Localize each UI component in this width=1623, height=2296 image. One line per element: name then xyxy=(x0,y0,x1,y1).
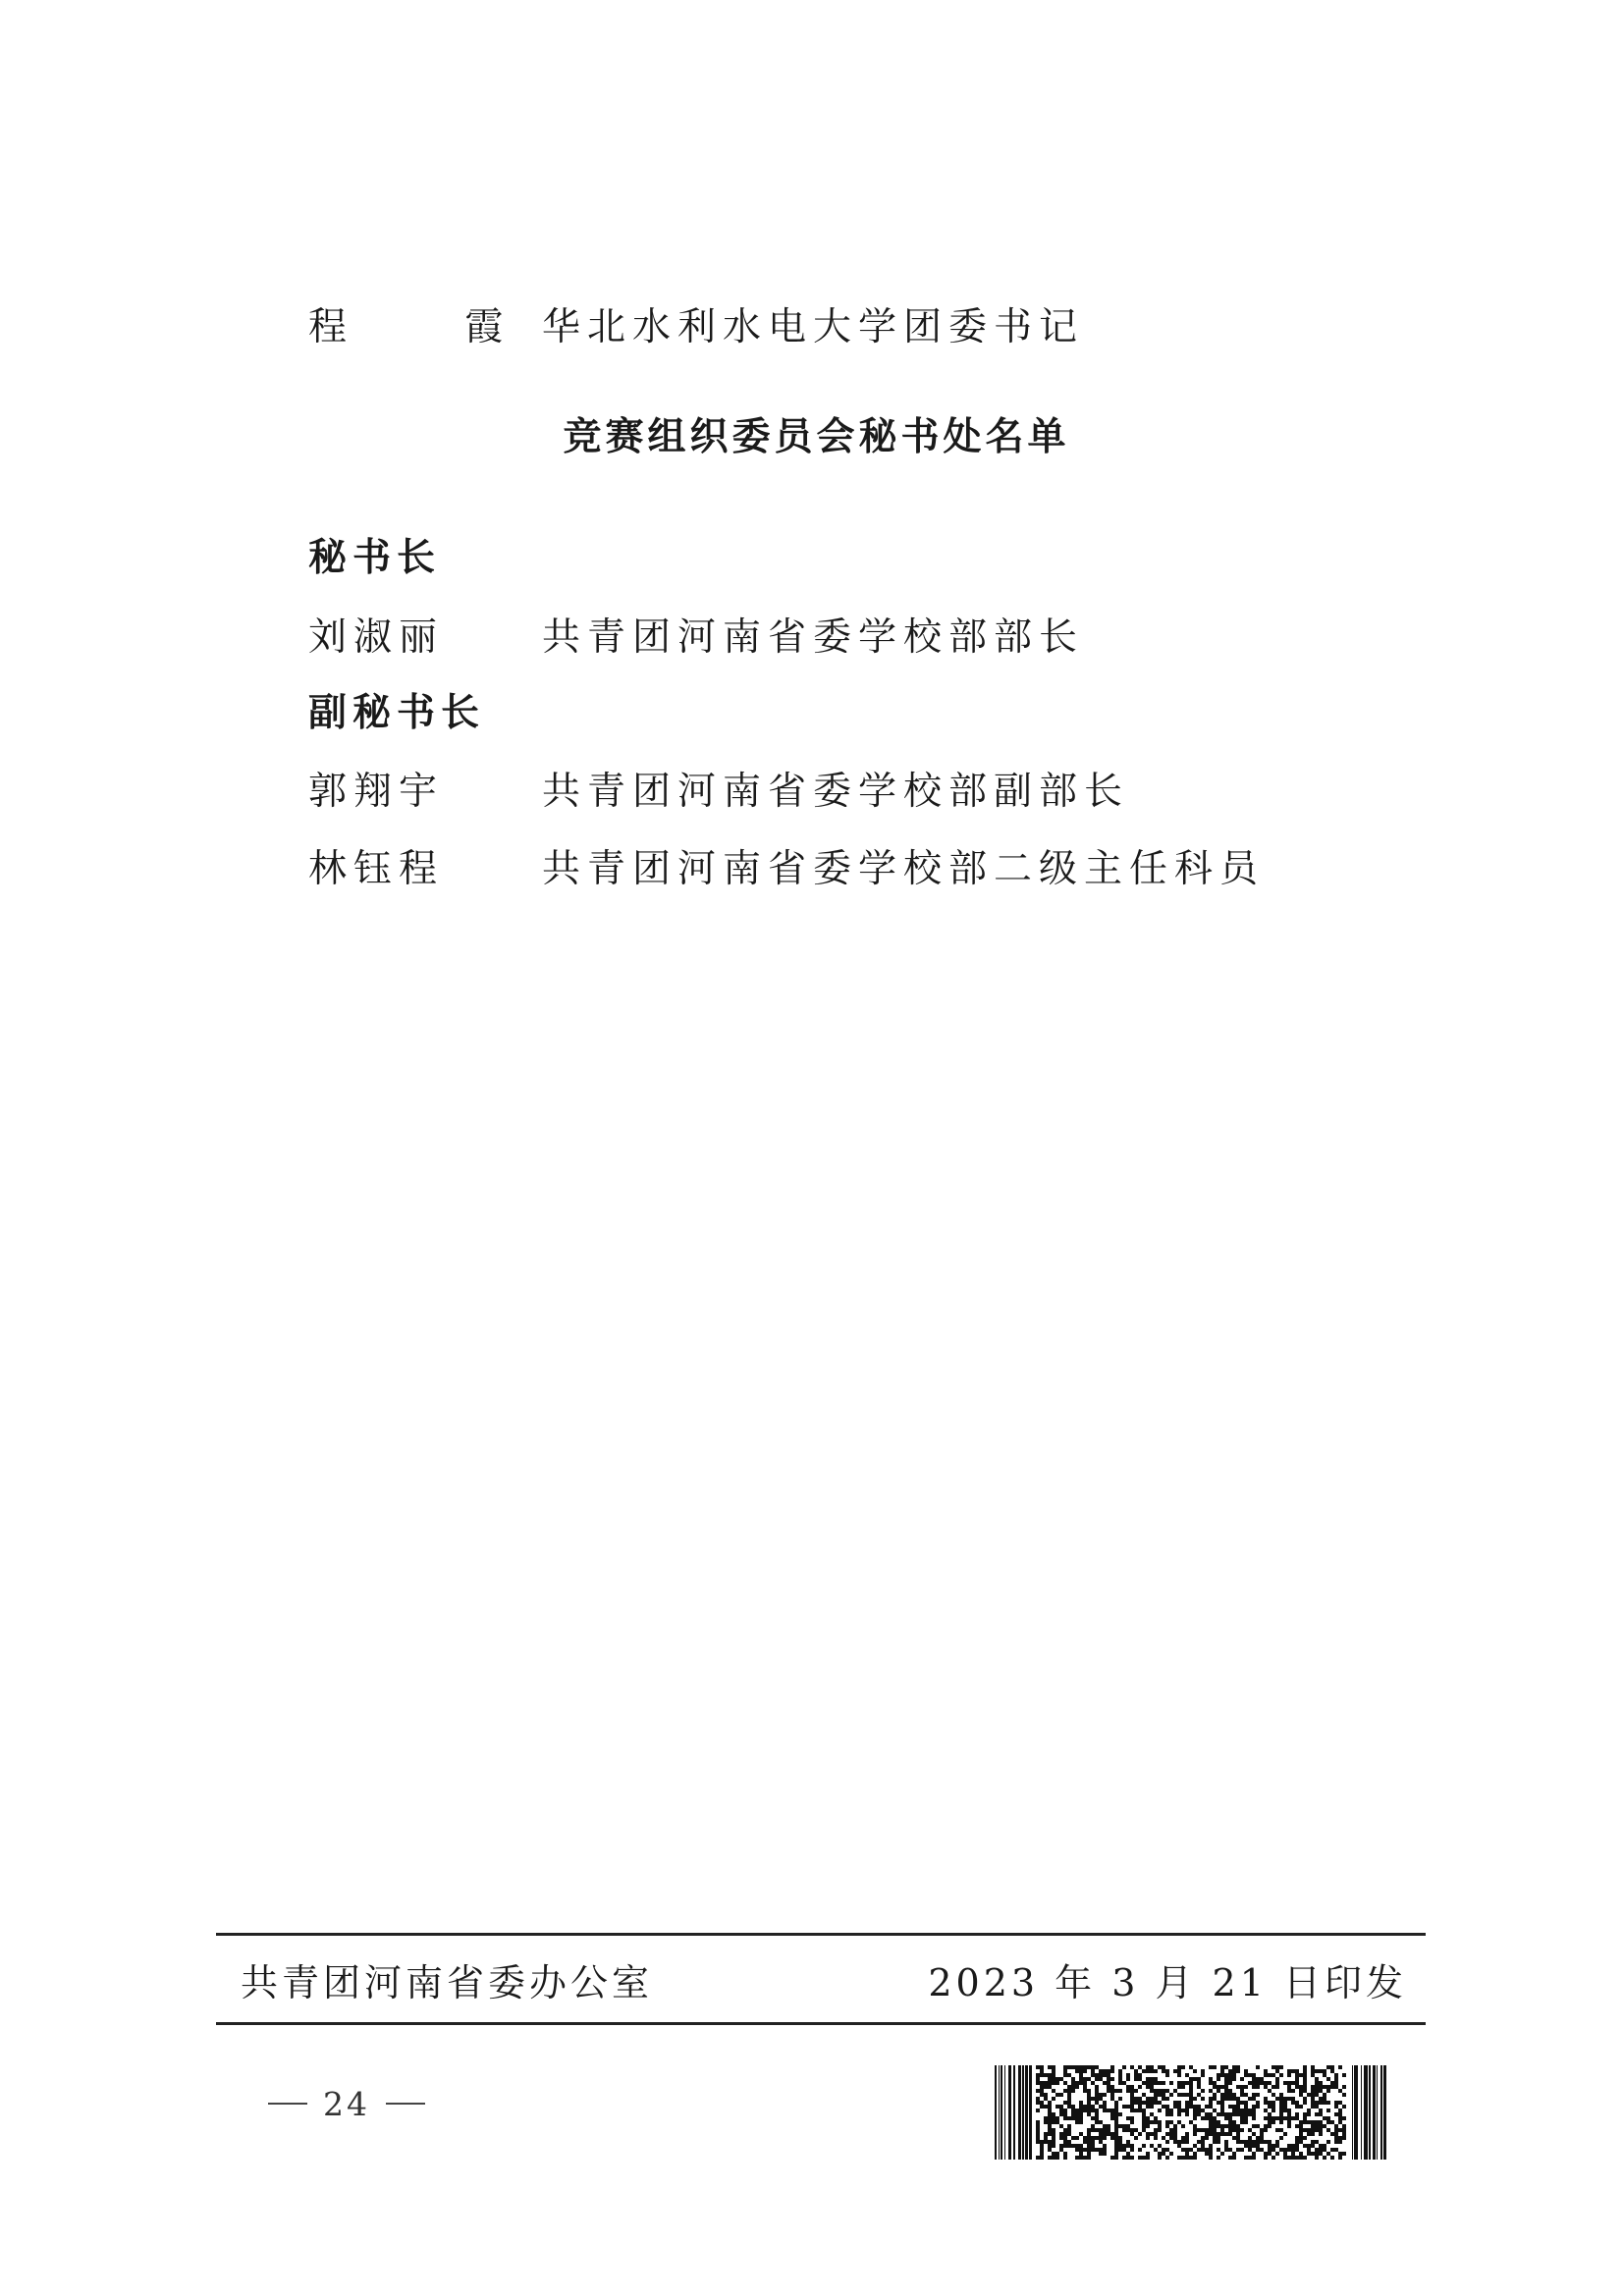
barcode-icon xyxy=(995,2065,1387,2160)
page-number-value: 24 xyxy=(323,2084,370,2123)
page-number xyxy=(252,2079,441,2128)
deputy-duty: 共青团河南省委学校部副部长 xyxy=(542,770,1130,814)
deputy-row xyxy=(308,759,1129,818)
issue-date: 2023 年 3 月 21 日印发 xyxy=(928,1960,1407,2004)
secretary-general-name: 刘淑丽 xyxy=(308,615,445,660)
section-title: 竞赛组织委员会秘书处名单 xyxy=(563,415,1070,459)
deputy-secretary-general-heading: 副秘书长 xyxy=(308,691,486,735)
issuer: 共青团河南省委办公室 xyxy=(241,1960,654,2004)
footer-top-rule xyxy=(216,1933,1426,1936)
issue-line xyxy=(241,1949,1407,2009)
member-name: 程 霞 xyxy=(308,305,557,349)
deputy-duty: 共青团河南省委学校部二级主任科员 xyxy=(542,847,1266,891)
secretary-general-duty: 共青团河南省委学校部部长 xyxy=(542,615,1085,660)
member-row xyxy=(308,294,1084,353)
dash-left xyxy=(268,2103,307,2105)
deputy-name: 郭翔宇 xyxy=(308,770,445,814)
footer-bottom-rule xyxy=(216,2022,1426,2025)
deputy-row xyxy=(308,836,1265,895)
dash-right xyxy=(386,2103,425,2105)
member-duty: 华北水利水电大学团委书记 xyxy=(542,305,1085,349)
secretary-general-heading: 秘书长 xyxy=(308,536,442,580)
secretary-general-row xyxy=(308,605,1084,664)
deputy-name: 林钰程 xyxy=(308,847,445,891)
